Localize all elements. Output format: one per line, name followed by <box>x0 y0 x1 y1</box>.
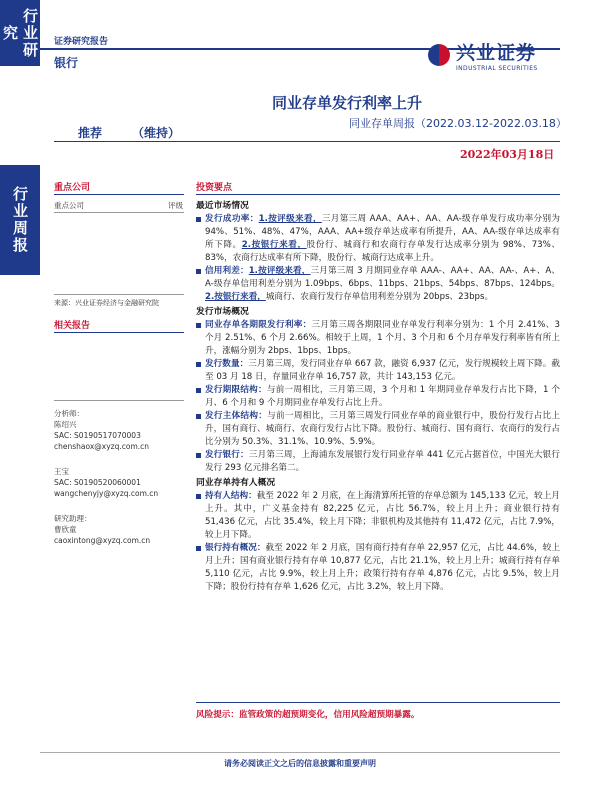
brand-name-en: INDUSTRIAL SECURITIES <box>456 65 538 72</box>
assistant-label: 研究助理： <box>54 514 92 523</box>
brand-name-cn: 兴业证券 <box>456 42 537 64</box>
assistant-email[interactable]: caoxintong@xyzq.com.cn <box>54 536 151 545</box>
footer-disclaimer[interactable]: 请务必阅读正文之后的信息披露和重要声明 <box>224 759 376 768</box>
analyst-rule <box>54 400 184 401</box>
main-heading: 投资要点 <box>196 183 233 193</box>
brand-logo <box>428 38 538 72</box>
rating-status: （维持） <box>132 126 181 140</box>
para-success-rate: 发行成功率：1.按评级来看，三月第三周 AAA、AA+、AA、AA-级存单发行成功率分别为 94%、51%、48%、47%，AAA、AA+级存单达成率有所提升，AA、AA-级存单达成率有所下降。2.按银行来看，股份行、城商行和农商行存单发行达成率分别为 98%、73%、83%，农商行达成率有所下降，股份行、城商行达成率上升。 <box>196 213 560 265</box>
side-tab-industry-research: 行业研究 <box>0 0 40 66</box>
footer-rule <box>40 752 560 753</box>
para-issue-rates: 同业存单各期限发行利率：三月第三周各期限同业存单发行利率分别为：1 个月 2.41%、3 个月 2.51%、6 个月 2.66%。相较于上周，1 个月、3 个月和 6 个月存单发行利率皆有所上升，涨幅分别为 2bps、1bps、1bps。 <box>196 319 560 358</box>
report-date: 2022年03月18日 <box>460 148 555 161</box>
analysts-label: 分析师： <box>54 409 84 418</box>
col-company: 重点公司 <box>54 201 84 210</box>
key-companies-rule <box>54 194 184 195</box>
title-rule <box>54 141 560 142</box>
table-source: 来源：兴业证券经济与金融研究院 <box>54 299 159 307</box>
para-issuer-structure: 发行主体结构：与前一周相比，三月第三周发行同业存单的商业银行中，股份行发行占比上升，国有商行、城商行、农商行发行占比下降。股份行、城商行、国有商行、农商行的发行占比分别为 50.3%、31.1%、10.9%、5.9%。 <box>196 410 560 449</box>
related-reports-heading: 相关报告 <box>54 321 91 331</box>
para-issue-count: 发行数量：三月第三周，发行同业存单 667 款，融资 6,937 亿元，发行规模较上周下降。截至 03 月 18 日，存量同业存单 16,757 款，共计 143,153 亿元。 <box>196 358 560 384</box>
section-holders: 同业存单持有人概况 <box>196 478 276 488</box>
analyst2-name: 王宝 <box>54 467 69 476</box>
analyst1-sac: SAC: S0190517070003 <box>54 431 141 440</box>
risk-notice: 风险提示：监管政策的超预期变化，信用风险超预期暴露。 <box>196 710 420 720</box>
para-bank-holdings: 银行持有概况：截至 2022 年 2 月底，国有商行持有存单 22,957 亿元，占比 44.6%，较上月上升；国有商业银行持有存单 10,877 亿元，占比 21.1%，较上月上升；城商行持有存单 5,110 亿元，占比 9.9%，较上月上升；政策行持有存单 4,876 亿元，占比 9.5%，较上月下降；股份行持有存单 1,626 亿元，占比 3.2%，较上月下降。 <box>196 542 560 594</box>
analyst2-sac: SAC: S0190520060001 <box>54 478 141 487</box>
section-issuance: 发行市场概况 <box>196 307 249 317</box>
report-title: 同业存单发行利率上升 <box>272 94 423 112</box>
side-tab-industry-weekly: 行业周报 <box>0 165 40 275</box>
analyst1-email[interactable]: chenshaox@xyzq.com.cn <box>54 442 150 451</box>
analyst-block <box>54 408 158 546</box>
assistant-name: 曹欣童 <box>54 525 77 534</box>
industry-label: 银行 <box>54 56 79 70</box>
analyst2-email[interactable]: wangchenyjy@xyzq.com.cn <box>54 489 159 498</box>
report-type: 证券研究报告 <box>54 37 109 47</box>
key-companies-heading: 重点公司 <box>54 183 91 193</box>
table-bottom-rule <box>54 294 184 295</box>
para-credit-spread: 信用利差：1.按评级来看，三月第三周 3 月期同业存单 AAA-、AA+、AA、AA-、A+、A、A-级存单信用利差分别为 1.09bps、6bps、11bps、21bps、54bps、87bps、124bps。2.按银行来看，城商行、农商行发行存单信用利差分别为 20bps、23bps。 <box>196 265 560 304</box>
related-reports-rule <box>54 332 184 333</box>
main-body <box>196 198 560 594</box>
para-tenor-structure: 发行期限结构：与前一周相比，三月第三周，3 个月和 1 年期同业存单发行占比下降，1 个月、6 个月和 9 个月期同业存单发行占比上升。 <box>196 384 560 410</box>
risk-rule-top <box>196 702 560 703</box>
rating-label: 推荐 <box>78 126 103 140</box>
table-header-rule <box>54 212 184 213</box>
analyst1-name: 陈绍兴 <box>54 420 77 429</box>
para-issuing-banks: 发行银行：三月第三周，上海浦东发展银行发行同业存单 441 亿元占据首位，中国光大银行发行 293 亿元排名第二。 <box>196 449 560 475</box>
para-holder-structure: 持有人结构：截至 2022 年 2 月底，在上海清算所托管的存单总额为 145,133 亿元，较上月上升。其中，广义基金持有 82,225 亿元，占比 56.7%，较上月上升；商业银行持有 51,436 亿元，占比 35.4%，较上月下降；非银机构及其他持有 11,472 亿元，占比 7.9%，较上月下降。 <box>196 490 560 542</box>
section-market: 最近市场情况 <box>196 201 249 211</box>
col-rating: 评级 <box>168 201 183 210</box>
report-subtitle: 同业存单周报（2022.03.12-2022.03.18） <box>349 117 567 130</box>
brand-circle-icon <box>428 44 450 66</box>
main-heading-rule <box>196 194 560 195</box>
